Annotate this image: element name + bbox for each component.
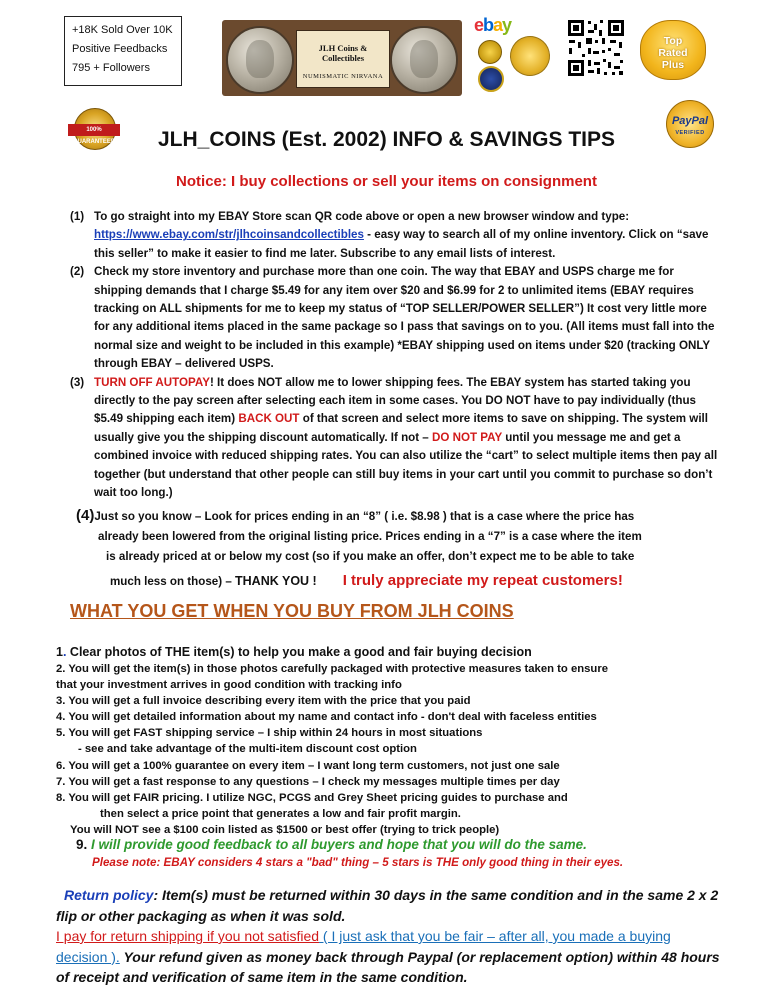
benefit-1-number: 1 — [56, 645, 63, 659]
benefit-item-9 — [76, 837, 587, 852]
benefit-line: 7. You will get a fast response to any questions – I check my messages multiple times per day — [56, 775, 560, 788]
guaranteed-ribbon-text: 100% GUARANTEED — [68, 124, 120, 136]
turn-off-autopay-warning: TURN OFF AUTOPAY — [94, 375, 210, 389]
benefit-line: - see and take advantage of the multi-item discount cost option — [78, 743, 417, 756]
benefit-9-number: 9. — [76, 837, 88, 852]
benefit-line: 2. You will get the item(s) in those photos carefully packaged with protective measures taken to ensure — [56, 663, 609, 675]
store-banner-logo — [222, 20, 462, 96]
appreciate-customers-text: I truly appreciate my repeat customers! — [342, 572, 623, 589]
stats-line-followers: 795 + Followers — [72, 62, 150, 74]
tip1-text-a: To go straight into my EBAY Store scan QR code above or open a new browser window and type: — [94, 210, 630, 223]
ebay-logo-y: y — [502, 15, 512, 35]
benefits-list — [56, 643, 736, 838]
page-title: JLH_COINS (Est. 2002) INFO & SAVINGS TIPS — [157, 128, 616, 151]
tip-item-1 — [70, 208, 720, 263]
benefit-line: 3. You will get a full invoice describing every item with the price that you paid — [56, 695, 471, 708]
tip-body — [94, 374, 720, 503]
ebay-store-link[interactable]: https://www.ebay.com/str/jlhcoinsandcollectibles — [94, 228, 364, 242]
benefit-line: 8. You will get FAIR pricing. I utilize NGC, PCGS and Grey Sheet pricing guides to purchase and — [56, 791, 568, 804]
return-shipping-text: I pay for return shipping if you not satisfied — [56, 928, 320, 944]
tip-number: (2) — [70, 265, 85, 279]
be-fair-text: ( I just ask that you be fair – after all, you made a buying decision ). — [56, 928, 671, 965]
consignment-notice: Notice: I buy collections or sell your items on consignment — [176, 173, 597, 190]
ebay-logo-icon — [474, 14, 522, 36]
banner-plate — [296, 30, 390, 88]
seller-stats-box — [64, 16, 182, 86]
five-star-note: Please note: EBAY considers 4 stars a "bad" thing – 5 stars is THE only good thing in their eyes. — [92, 856, 624, 869]
return-policy-label: Return policy — [64, 887, 154, 903]
benefit-item-1 — [56, 643, 736, 661]
tip4-text-4: much less on those) – — [110, 575, 232, 588]
paypal-badge-sub: VERIFIED — [675, 130, 705, 136]
barber-coin-right-icon — [390, 26, 458, 94]
tip1-text-b: - easy way to search all of my online inventory. Click on “save this seller” to make it easier to find me later. Subscribe to any email lists of interest. — [94, 228, 709, 260]
ebay-logo-e: e — [474, 15, 484, 35]
do-not-pay-warning: DO NOT PAY — [431, 430, 502, 444]
benefit-line: 5. You will get FAST shipping service – I ship within 24 hours in most situations — [56, 727, 483, 740]
feedback-promise-text: I will provide good feedback to all buyers and hope that you will do the same. — [91, 837, 587, 852]
tip-body: Check my store inventory and purchase more than one coin. The way that EBAY and USPS charge me for shipping demands that I charge $5.49 for any item over $20 and $6.99 for 2 to unlimited items (EBAY requires tracking on ALL shipments for me to keep my status of “TOP SELLER/POWER SELLER”) It cost very little more for any additional items placed in the same package so I pass that savings on to you. (All items must fall into the normal size and weight to be included in this example) *EBAY shipping used on items under $20 (tracking ONLY through EBAY – delivered USPS. — [94, 265, 715, 371]
tip-item-3 — [70, 374, 720, 503]
barber-coin-left-icon — [226, 26, 294, 94]
top-rated-line1: Top — [663, 35, 683, 47]
top-rated-line2: Rated — [658, 47, 688, 59]
store-qr-code-icon[interactable] — [566, 18, 626, 78]
refund-text: Your refund given as money back through Paypal (or replacement option) within 48 hours of receipt and verification of same item in the same condition. — [56, 948, 720, 985]
benefit-line: 6. You will get a 100% guarantee on every item – I want long term customers, not just one sale — [56, 759, 560, 772]
ebay-logo-a: a — [493, 15, 503, 35]
banner-store-name: JLH Coins & Collectibles — [318, 43, 368, 63]
tip-item-4 — [76, 506, 726, 592]
back-out-warning: BACK OUT — [238, 412, 300, 426]
tip-number: (1) — [70, 210, 85, 223]
return-policy-text-a: : Item(s) must be returned within 30 days in the same condition and in the same 2 x 2 flip or other packaging as when it was sold. — [56, 887, 719, 924]
tip3-text-a: ! It does NOT allow me to lower shipping fees. The EBAY system has started taking you directly to the pay screen after selecting each item in some cases. You DO NOT have to pay individually (thus $5.49 shipping each item) — [94, 375, 696, 426]
tip4-text-1: Just so you know – Look for prices ending in an “8” ( i.e. $8.98 ) that is a case where the price has — [94, 510, 635, 523]
stats-line-feedback: Positive Feedbacks — [72, 43, 168, 55]
benefit-line: that your investment arrives in good condition with tracking info — [56, 679, 402, 692]
ebay-seller-seal-icon — [506, 32, 554, 80]
qr-code-graphic — [566, 18, 626, 78]
benefit-line: You will NOT see a $100 coin listed as $1500 or best offer (trying to trick people) — [70, 823, 500, 836]
banner-tagline: NUMISMATIC NIRVANA — [302, 73, 384, 80]
paypal-badge-name: PayPal — [671, 115, 709, 127]
tip-item-2 — [70, 263, 720, 373]
benefit-1-text: Clear photos of THE item(s) to help you make a good and fair buying decision — [66, 645, 532, 659]
ebay-logo-b: b — [483, 15, 494, 35]
benefit-line: 4. You will get detailed information about my name and contact info - don't deal with faceless entities — [56, 711, 597, 724]
return-policy-section — [56, 885, 726, 988]
savings-tips-list — [70, 208, 720, 503]
benefit-1-dot: . — [62, 645, 67, 659]
thank-you-text: THANK YOU ! — [235, 574, 317, 588]
tip3-text-c: until you message me and get a combined invoice with reduced shipping rates. You can also utilize the “cart” to select multiple items then pay all together (but understand that other people can still buy items in your cart until you commit to purchase so don’t wait too long.) — [94, 430, 718, 500]
what-you-get-heading: WHAT YOU GET WHEN YOU BUY FROM JLH COINS — [70, 601, 514, 621]
benefit-line: then select a price point that generates a low and fair profit margin. — [100, 807, 461, 820]
blue-seal-icon — [478, 66, 504, 92]
gold-seal-icon — [478, 40, 502, 64]
tip4-line-4 — [76, 571, 726, 592]
top-rated-plus-badge — [640, 20, 706, 80]
tip4-line-2: already been lowered from the original listing price. Prices ending in a “7” is a case where the item — [98, 530, 642, 543]
tip4-line-3: is already priced at or below my cost (so if you make an offer, don’t expect me to be able to take — [106, 550, 635, 563]
tip-body — [94, 208, 720, 263]
tip4-line-1 — [76, 506, 726, 527]
tip-number: (3) — [70, 375, 85, 389]
tip3-text-b: of that screen and select more items to save on shipping. The system will usually give you the shipping discount automatically. If not – — [94, 412, 708, 444]
tip-number: (4) — [76, 507, 95, 524]
top-rated-line3: Plus — [661, 59, 685, 71]
stats-line-sold: +18K Sold Over 10K — [72, 24, 173, 36]
